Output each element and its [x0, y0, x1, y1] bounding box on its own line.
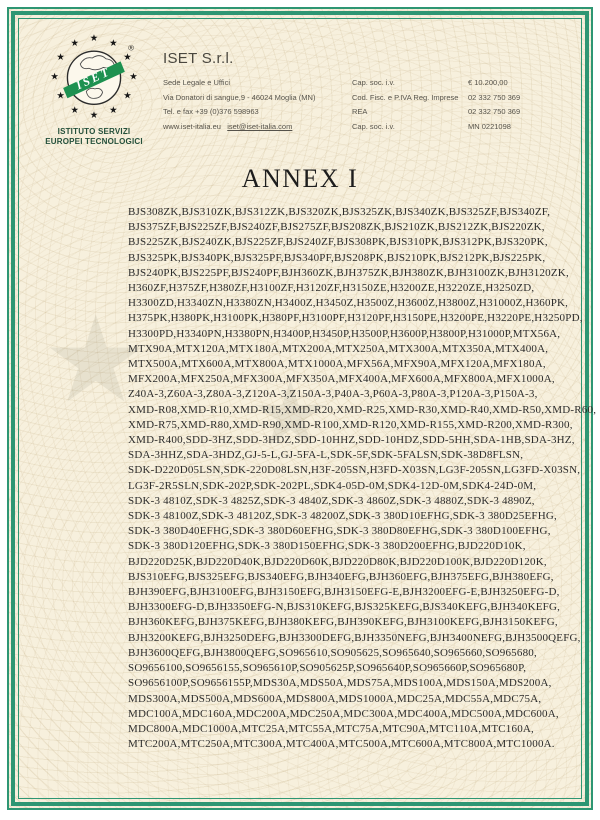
model-line: SDK-D220D05LSN,SDK-220D08LSN,H3F-205SN,H3FD-X03SN,LG3F-205SN,LG3FD-X03SN, [128, 464, 581, 477]
address-lines [163, 76, 315, 120]
registry-value: MN 0221098 [468, 122, 511, 132]
registry-value: 02 332 750 369 [468, 107, 521, 117]
model-line: BJD220D25K,BJD220D40K,BJD220D60K,BJD220D80K,BJD220D100K,BJD220D120K, [128, 555, 547, 568]
model-line: H3300PD,H3340PN,H3380PN,H3400P,H3450P,H3500P,H3600P,H3800P,H31000P,MTX56A, [128, 327, 561, 340]
svg-text:★: ★ [89, 110, 99, 121]
model-line: H3300ZD,H3340ZN,H3380ZN,H3400Z,H3450Z,H3500Z,H3600Z,H3800Z,H31000Z,H360PK, [128, 297, 569, 310]
model-line: MTX90A,MTX120A,MTX180A,MTX200A,MTX250A,MTX300A,MTX350A,MTX400A, [128, 342, 549, 355]
model-line: BJS375ZF,BJS225ZF,BJS240ZF,BJS275ZF,BJS208ZK,BJS210ZK,BJS212ZK,BJS220ZK, [128, 221, 545, 234]
model-line: BJS325PK,BJS340PK,BJS325PF,BJS340PF,BJS208PK,BJS210PK,BJS212PK,BJS225PK, [128, 251, 546, 264]
svg-text:★: ★ [50, 71, 59, 83]
model-line: BJS308ZK,BJS310ZK,BJS312ZK,BJS320ZK,BJS325ZK,BJS340ZK,BJS325ZF,BJS340ZF, [128, 206, 551, 218]
annex-title: ANNEX I [241, 164, 359, 193]
org-name-line2: EUROPEI TECNOLOGICI [45, 137, 143, 146]
model-line: H375PK,H380PK,H3100PK,H380PF,H3100PF,H3120PF,H3150PE,H3200PE,H3220PE,H3250PD, [128, 312, 583, 325]
registered-trademark-icon: ® [128, 43, 134, 53]
model-line: SDA-3HHZ,SDA-3HDZ,GJ-5-L,GJ-5FA-L,SDK-5F,SDK-5FALSN,SDK-38D8FLSN, [128, 449, 524, 462]
model-line: SDK-3 4810Z,SDK-3 4825Z,SDK-3 4840Z,SDK-3 4860Z,SDK-3 4880Z,SDK-3 4890Z, [128, 494, 535, 507]
svg-text:★: ★ [70, 38, 79, 49]
model-line: SDK-3 380D120EFHG,SDK-3 380D150EFHG,SDK-3 380D200EFHG,BJD220D10K, [128, 540, 526, 553]
model-line: MTX500A,MTX600A,MTX800A,MTX1000A,MFX56A,MFX90A,MFX120A,MFX180A, [128, 358, 546, 371]
registry-row [352, 105, 567, 120]
model-line: SDK-3 48100Z,SDK-3 48120Z,SDK-3 48200Z,SDK-3 380D10EFHG,SDK-3 380D25EFHG, [128, 510, 557, 523]
company-name: ISET S.r.l. [163, 50, 234, 67]
registry-label: Cap. soc. i.v. [352, 78, 395, 87]
model-line: MTC200A,MTC250A,MTC300A,MTC400A,MTC500A,MTC600A,MTC800A,MTC1000A. [128, 738, 555, 751]
svg-text:★: ★ [129, 71, 138, 83]
org-name-line1: ISTITUTO SERVIZI [57, 127, 131, 136]
model-line: H360ZF,H375ZF,H380ZF,H3100ZF,H3120ZF,H3150ZE,H3200ZE,H3220ZE,H3250ZD, [128, 282, 535, 295]
model-line: MDS300A,MDS500A,MDS600A,MDS800A,MDS1000A,MDC25A,MDC55A,MDC75A, [128, 692, 542, 705]
model-line: MDC800A,MDC1000A,MTC25A,MTC55A,MTC75A,MTC90A,MTC110A,MTC160A, [128, 722, 534, 735]
svg-text:★: ★ [56, 52, 65, 64]
address-line: Tel. e fax +39 (0)376 598963 [163, 107, 259, 117]
model-line: BJH3300EFG-D,BJH3350EFG-N,BJS310KEFG,BJS325KEFG,BJS340KEFG,BJH340KEFG, [128, 601, 561, 614]
model-line: BJH390EFG,BJH3100EFG,BJH3150EFG,BJH3150EFG-E,BJH3200EFG-E,BJH3250EFG-D, [128, 586, 560, 599]
svg-text:★: ★ [109, 104, 118, 116]
model-line: BJS225ZK,BJS240ZK,BJS225ZF,BJS240ZF,BJS308PK,BJS310PK,BJS312PK,BJS320PK, [128, 236, 548, 249]
company-logo-block [30, 28, 158, 147]
registry-label: REA [352, 107, 368, 117]
website-text: www.iset-italia.eu [163, 122, 221, 131]
model-line: SDK-3 380D40EFHG,SDK-3 380D60EFHG,SDK-3 380D80EFHG,SDK-3 380D100EFHG, [128, 525, 551, 538]
model-line: BJS310EFG,BJS325EFG,BJS340EFG,BJH340EFG,BJH360EFG,BJH375EFG,BJH380EFG, [128, 570, 554, 583]
model-list [128, 205, 597, 752]
registry-label: Cod. Fisc. e P.IVA Reg. Imprese [352, 92, 459, 102]
svg-text:★: ★ [89, 32, 99, 44]
svg-text:★: ★ [109, 38, 118, 49]
model-line: XMD-R08,XMD-R10,XMD-R15,XMD-R20,XMD-R25,XMD-R30,XMD-R40,XMD-R50,XMD-R60, [128, 403, 597, 416]
svg-text:★: ★ [70, 104, 79, 116]
registry-value: € 10.200,00 [468, 78, 508, 87]
email-link[interactable]: iset@iset-italia.com [227, 122, 293, 131]
svg-text:★: ★ [123, 90, 132, 102]
registry-row [352, 91, 567, 106]
registry-value: 02 332 750 369 [468, 92, 521, 102]
model-line: XMD-R400,SDD-3HZ,SDD-3HDZ,SDD-10HHZ,SDD-10HDZ,SDD-5HH,SDA-1HB,SDA-3HZ, [128, 434, 575, 447]
registry-label: Cap. soc. i.v. [352, 122, 395, 132]
model-line: BJH3600QEFG,BJH3800QEFG,SO965610,SO905625,SO965640,SO965660,SO965680, [128, 646, 537, 659]
svg-text:★: ★ [56, 90, 65, 102]
address-line: Via Donatori di sangue,9 - 46024 Moglia (MN) [163, 92, 316, 102]
model-line: MFX200A,MFX250A,MFX300A,MFX350A,MFX400A,MFX600A,MFX800A,MFX1000A, [128, 373, 555, 386]
model-line: BJH3200KEFG,BJH3250DEFG,BJH3300DEFG,BJH3350NEFG,BJH3400NEFG,BJH3500QEFG, [128, 631, 581, 644]
address-line: Sede Legale e Uffici [163, 78, 230, 87]
model-line: SO9656100P,SO9656155P,MDS30A,MDS50A,MDS75A,MDS100A,MDS150A,MDS200A, [128, 677, 552, 690]
model-line: XMD-R75,XMD-R80,XMD-R90,XMD-R100,XMD-R120,XMD-R155,XMD-R200,XMD-R300, [128, 418, 573, 431]
model-line: Z40A-3,Z60A-3,Z80A-3,Z120A-3,Z150A-3,P40A-3,P60A-3,P80A-3,P120A-3,P150A-3, [128, 388, 538, 401]
iset-globe-logo-icon [46, 28, 142, 124]
registry-row [352, 120, 567, 135]
registry-row [352, 76, 567, 91]
model-line: BJS240PK,BJS225PF,BJS240PF,BJH360ZK,BJH375ZK,BJH380ZK,BJH3100ZK,BJH3120ZK, [128, 266, 569, 279]
model-line: BJH360KEFG,BJH375KEFG,BJH380KEFG,BJH390KEFG,BJH3100KEFG,BJH3150KEFG, [128, 616, 558, 629]
registry-table [352, 76, 567, 135]
model-line: LG3F-2R5SLN,SDK-202P,SDK-202PL,SDK4-05D-0M,SDK4-12D-0M,SDK4-24D-0M, [128, 479, 537, 492]
web-contact-line [163, 120, 292, 135]
logo-banner-text: ISET [73, 63, 114, 93]
model-line: MDC100A,MDC160A,MDC200A,MDC250A,MDC300A,MDC400A,MDC500A,MDC600A, [128, 707, 559, 720]
model-line: SO9656100,SO9656155,SO965610P,SO905625P,SO965640P,SO965660P,SO965680P, [128, 662, 527, 675]
svg-text:★: ★ [123, 52, 132, 64]
